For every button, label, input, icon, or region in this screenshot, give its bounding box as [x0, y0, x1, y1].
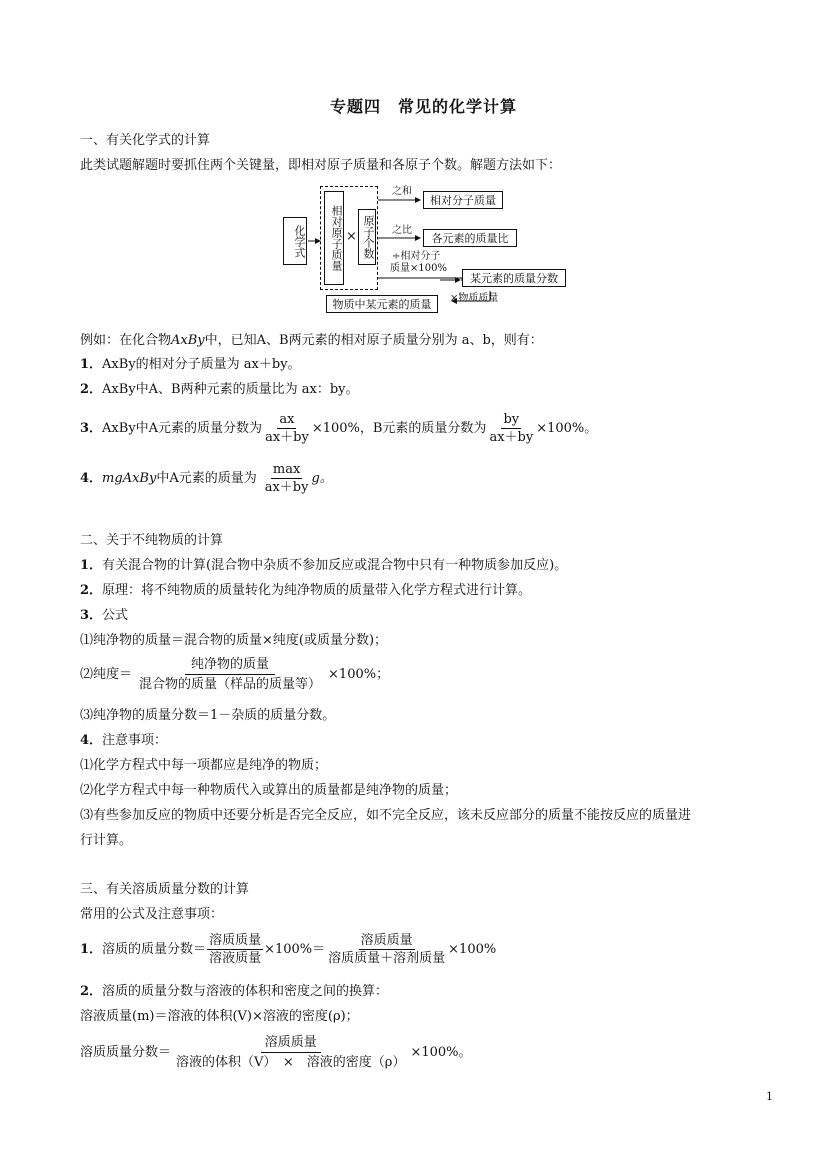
- box-yuanzi: 原子个数: [358, 209, 376, 265]
- s2-line-2: [80, 583, 531, 599]
- box-fenshu: 某元素的质量分数: [462, 269, 566, 287]
- s3-line-1-mid: ×100%＝: [264, 941, 326, 957]
- s2-line-4-number: 4．: [80, 733, 103, 748]
- section2-heading: 二、关于不纯物质的计算: [80, 533, 224, 548]
- fraction-b-numerator: by: [503, 412, 520, 427]
- item-3-text-b: ×100%，B元素的质量分数为: [311, 420, 487, 436]
- formula-2-post: ×100%；: [328, 666, 390, 682]
- s3-fraction-3-denominator: 溶液的体积（V） × 溶液的密度（ρ）: [176, 1055, 406, 1070]
- box-bi: 各元素的质量比: [423, 229, 517, 247]
- fraction-a-denominator: ax＋by: [265, 430, 309, 445]
- item-4-tail: g。: [311, 470, 333, 486]
- s3-line-1: [80, 933, 496, 966]
- label-divide1: ÷相对分子: [392, 251, 441, 262]
- s2-line-3-text: 公式: [102, 608, 129, 623]
- s3-fraction-2-numerator: 溶质质量: [360, 933, 413, 948]
- example-post: 中，已知A、B两元素的相对原子质量分别为 a、b，则有：: [204, 333, 543, 348]
- s2-line-4: [80, 733, 167, 749]
- section1-heading: 一、有关化学式的计算: [80, 133, 211, 148]
- s3-line-4-post: ×100%。: [410, 1044, 472, 1060]
- box-zhiliang: 物质中某元素的质量: [326, 295, 438, 313]
- s2-line-3-number: 3．: [80, 608, 103, 623]
- item-3-formula: AxBy: [102, 420, 136, 436]
- s3-fraction-2: [326, 933, 447, 966]
- page-title: 专题四 常见的化学计算: [330, 97, 518, 116]
- item-1-text: 的相对分子质量为 ax＋by。: [135, 357, 301, 372]
- s3-line-4: [80, 1035, 472, 1070]
- s3-line-1-pre: 溶质的质量分数＝: [102, 941, 207, 957]
- formula-2: [80, 657, 389, 692]
- s3-fraction-1: [207, 933, 263, 966]
- item-4: [80, 462, 333, 495]
- fraction-denominator: ax＋by: [264, 480, 309, 495]
- label-times-mass: ×物质质量: [450, 293, 499, 304]
- fraction-b-denominator: ax＋by: [489, 430, 534, 445]
- note-3b: 行计算。: [80, 833, 133, 848]
- item-2: [80, 382, 359, 398]
- s3-fraction-3-numerator: 溶质质量: [261, 1035, 321, 1053]
- s3-fraction-1-numerator: 溶质质量: [209, 933, 262, 948]
- s3-fraction-3: [172, 1035, 409, 1070]
- item-1-formula: AxBy: [102, 357, 136, 372]
- s3-line-2: [80, 984, 388, 1000]
- s2-line-2-number: 2．: [80, 583, 103, 598]
- item-3-text-c: ×100%。: [536, 420, 598, 436]
- example-formula: AxBy: [171, 333, 205, 348]
- formula-1: ⑴纯净物的质量＝混合物的质量×纯度(或质量分数)；: [80, 633, 388, 648]
- formula-3: ⑶纯净物的质量分数＝1－杂质的质量分数。: [80, 708, 336, 723]
- note-2: ⑵化学方程式中每一种物质代入或算出的质量都是纯净物的质量；: [80, 783, 458, 798]
- s3-line-1-post: ×100%: [448, 941, 497, 957]
- page-number: 1: [766, 1090, 773, 1103]
- s2-line-3: [80, 608, 128, 624]
- item-3-number: 3．: [80, 420, 103, 436]
- s3-line-2-number: 2．: [80, 984, 103, 999]
- note-3a: ⑶有些参加反应的物质中还要分析是否完全反应，如不完全反应，该未反应部分的质量不能按反应的质量进: [80, 808, 692, 823]
- section3-heading: 三、有关溶质质量分数的计算: [80, 882, 250, 897]
- item-3-fraction-b: [487, 412, 535, 445]
- label-zhibi: 之比: [392, 225, 412, 236]
- s3-line-4-pre: 溶质质量分数＝: [80, 1044, 172, 1060]
- item-2-text: 中A、B两种元素的质量比为 ax：by。: [135, 382, 359, 397]
- fraction-a-numerator: ax: [279, 412, 295, 427]
- s2-line-1-text: 有关混合物的计算(混合物中杂质不参加反应或混合物中只有一种物质参加反应)。: [102, 558, 568, 573]
- calculation-diagram: [280, 183, 570, 323]
- box-fenzi: 相对分子质量: [423, 191, 503, 209]
- example-pre: 例如：在化合物: [80, 333, 172, 348]
- item-4-text: 中A元素的质量为: [156, 470, 257, 486]
- item-4-formula: mgAxBy: [102, 470, 157, 486]
- item-3-text-a: 中A元素的质量分数为: [135, 420, 263, 436]
- item-2-number: 2．: [80, 382, 103, 397]
- example-line: [80, 333, 543, 349]
- formula-2-pre: ⑵纯度＝: [80, 666, 133, 682]
- box-xiangdui: 相对原子质量: [324, 191, 344, 285]
- formula-2-fraction: [133, 657, 327, 692]
- item-1-number: 1．: [80, 357, 103, 372]
- s2-line-1: [80, 558, 567, 574]
- times-sign: ×: [346, 229, 357, 244]
- formula-2-numerator: 纯净物的质量: [185, 657, 275, 675]
- box-huaxueshi: 化学式: [283, 217, 307, 265]
- s2-line-2-text: 原理：将不纯物质的质量转化为纯净物质的质量带入化学方程式进行计算。: [102, 583, 532, 598]
- s3-fraction-2-denominator: 溶质质量＋溶剂质量: [328, 951, 446, 966]
- s2-line-1-number: 1．: [80, 558, 103, 573]
- note-1: ⑴化学方程式中每一项都应是纯净的物质；: [80, 758, 328, 773]
- s3-line-2-text: 溶质的质量分数与溶液的体积和密度之间的换算：: [102, 984, 389, 999]
- item-1: [80, 357, 301, 373]
- fraction-numerator: max: [272, 462, 301, 477]
- item-4-fraction: [263, 462, 311, 495]
- section3-intro: 常用的公式及注意事项：: [80, 907, 224, 922]
- item-3: [80, 412, 597, 445]
- item-4-number: 4．: [80, 470, 103, 486]
- label-zhihe: 之和: [392, 186, 412, 197]
- label-divide2: 质量×100%: [390, 263, 447, 274]
- s3-fraction-1-denominator: 溶液质量: [209, 951, 262, 966]
- item-3-fraction-a: [263, 412, 311, 445]
- item-2-formula: AxBy: [102, 382, 136, 397]
- s2-line-4-text: 注意事项：: [102, 733, 168, 748]
- s3-line-1-number: 1．: [80, 941, 103, 957]
- formula-2-denominator: 混合物的质量（样品的质量等）: [139, 677, 322, 692]
- section1-intro: 此类试题解题时要抓住两个关键量，即相对原子质量和各原子个数。解题方法如下：: [80, 158, 562, 173]
- s3-line-3: 溶液质量(m)＝溶液的体积(V)×溶液的密度(ρ)；: [80, 1009, 359, 1024]
